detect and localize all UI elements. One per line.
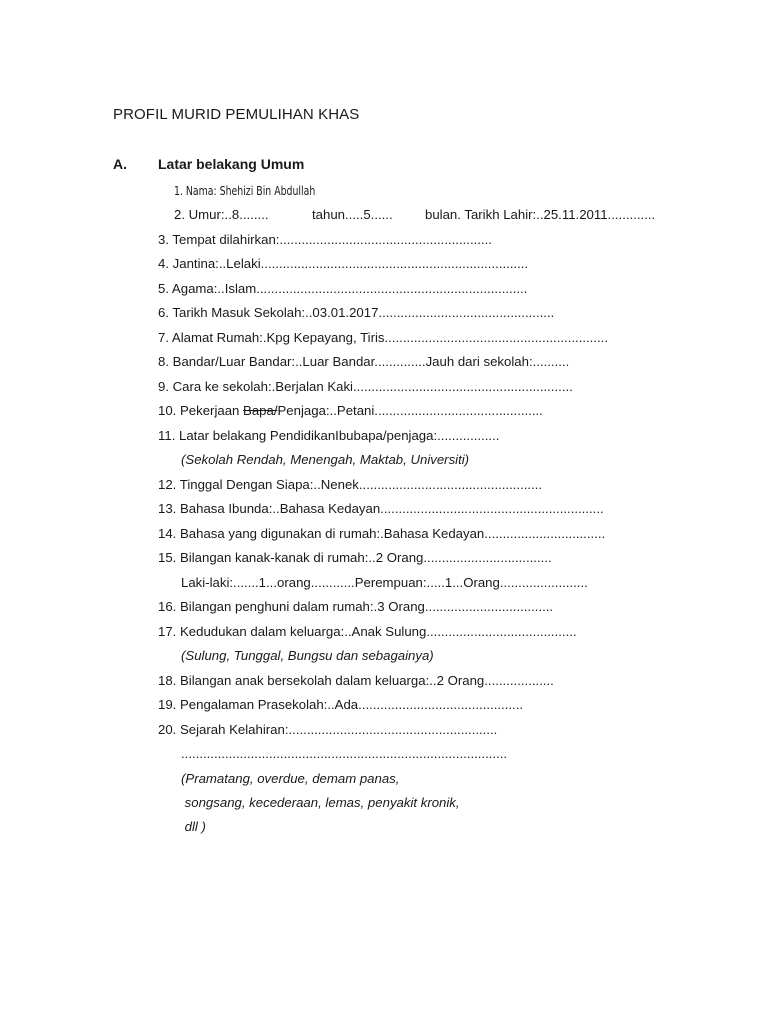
field-sejarah-kelahiran-blank: ......................................................................................... xyxy=(181,746,508,761)
document-title: PROFIL MURID PEMULIHAN KHAS xyxy=(113,106,360,123)
field-alamat-rumah: 7. Alamat Rumah:.Kpg Kepayang, Tiris............................................................. xyxy=(158,330,609,345)
field-bahasa-di-rumah: 14. Bahasa yang digunakan di rumah:.Bahasa Kedayan................................. xyxy=(158,526,606,541)
field-pengalaman-prasekolah: 19. Pengalaman Prasekolah:..Ada............................................. xyxy=(158,697,524,712)
section-title: Latar belakang Umum xyxy=(158,156,305,172)
field-agama: 5. Agama:..Islam.......................................................................... xyxy=(158,281,528,296)
field-latar-belakang-pendidikan: 11. Latar belakang PendidikanIbubapa/penjaga:................. xyxy=(158,428,500,443)
field-pekerjaan-value: Penjaga:..Petani.............................................. xyxy=(277,403,543,418)
field-umur-tahun: tahun.....5...... xyxy=(312,207,393,222)
note-sejarah-kelahiran-2: songsang, kecederaan, lemas, penyakit kronik, xyxy=(181,795,460,810)
note-sejarah-kelahiran-3: dll ) xyxy=(181,819,206,834)
field-nama: 1. Nama: Shehizi Bin Abdullah xyxy=(174,184,316,198)
field-kedudukan-dalam-keluarga: 17. Kedudukan dalam keluarga:..Anak Sulung......................................... xyxy=(158,624,577,639)
field-bahasa-ibunda: 13. Bahasa Ibunda:..Bahasa Kedayan............................................................. xyxy=(158,501,604,516)
field-tarikh-masuk-sekolah: 6. Tarikh Masuk Sekolah:..03.01.2017................................................ xyxy=(158,305,555,320)
field-umur-bulan-tarikh-lahir: bulan. Tarikh Lahir:..25.11.2011............. xyxy=(425,207,656,222)
section-letter: A. xyxy=(113,156,127,172)
field-pekerjaan-struck-word: Bapa/ xyxy=(243,403,278,418)
field-bilangan-anak-bersekolah: 18. Bilangan anak bersekolah dalam keluarga:..2 Orang................... xyxy=(158,673,554,688)
field-umur: 2. Umur:..8........ xyxy=(174,207,269,222)
note-latar-belakang-pendidikan: (Sekolah Rendah, Menengah, Maktab, Universiti) xyxy=(181,452,470,467)
field-jantina: 4. Jantina:..Lelaki......................................................................... xyxy=(158,256,529,271)
note-sejarah-kelahiran-1: (Pramatang, overdue, demam panas, xyxy=(181,771,400,786)
field-tempat-dilahirkan: 3. Tempat dilahirkan:.......................................................... xyxy=(158,232,492,247)
field-laki-laki-perempuan: Laki-laki:.......1...orang............Perempuan:.....1...Orang........................ xyxy=(181,575,588,590)
field-bilangan-kanak-kanak: 15. Bilangan kanak-kanak di rumah:..2 Orang................................... xyxy=(158,550,552,565)
field-pekerjaan-prefix: 10. Pekerjaan xyxy=(158,403,244,418)
field-bilangan-penghuni: 16. Bilangan penghuni dalam rumah:.3 Orang................................... xyxy=(158,599,554,614)
note-kedudukan-dalam-keluarga: (Sulung, Tunggal, Bungsu dan sebagainya) xyxy=(181,648,434,663)
field-tinggal-dengan-siapa: 12. Tinggal Dengan Siapa:..Nenek.................................................. xyxy=(158,477,543,492)
field-pekerjaan xyxy=(158,402,543,420)
field-sejarah-kelahiran: 20. Sejarah Kelahiran:......................................................... xyxy=(158,722,498,737)
field-cara-ke-sekolah: 9. Cara ke sekolah:.Berjalan Kaki............................................................ xyxy=(158,379,573,394)
field-bandar-luar-bandar: 8. Bandar/Luar Bandar:..Luar Bandar..............Jauh dari sekolah:.......... xyxy=(158,354,570,369)
